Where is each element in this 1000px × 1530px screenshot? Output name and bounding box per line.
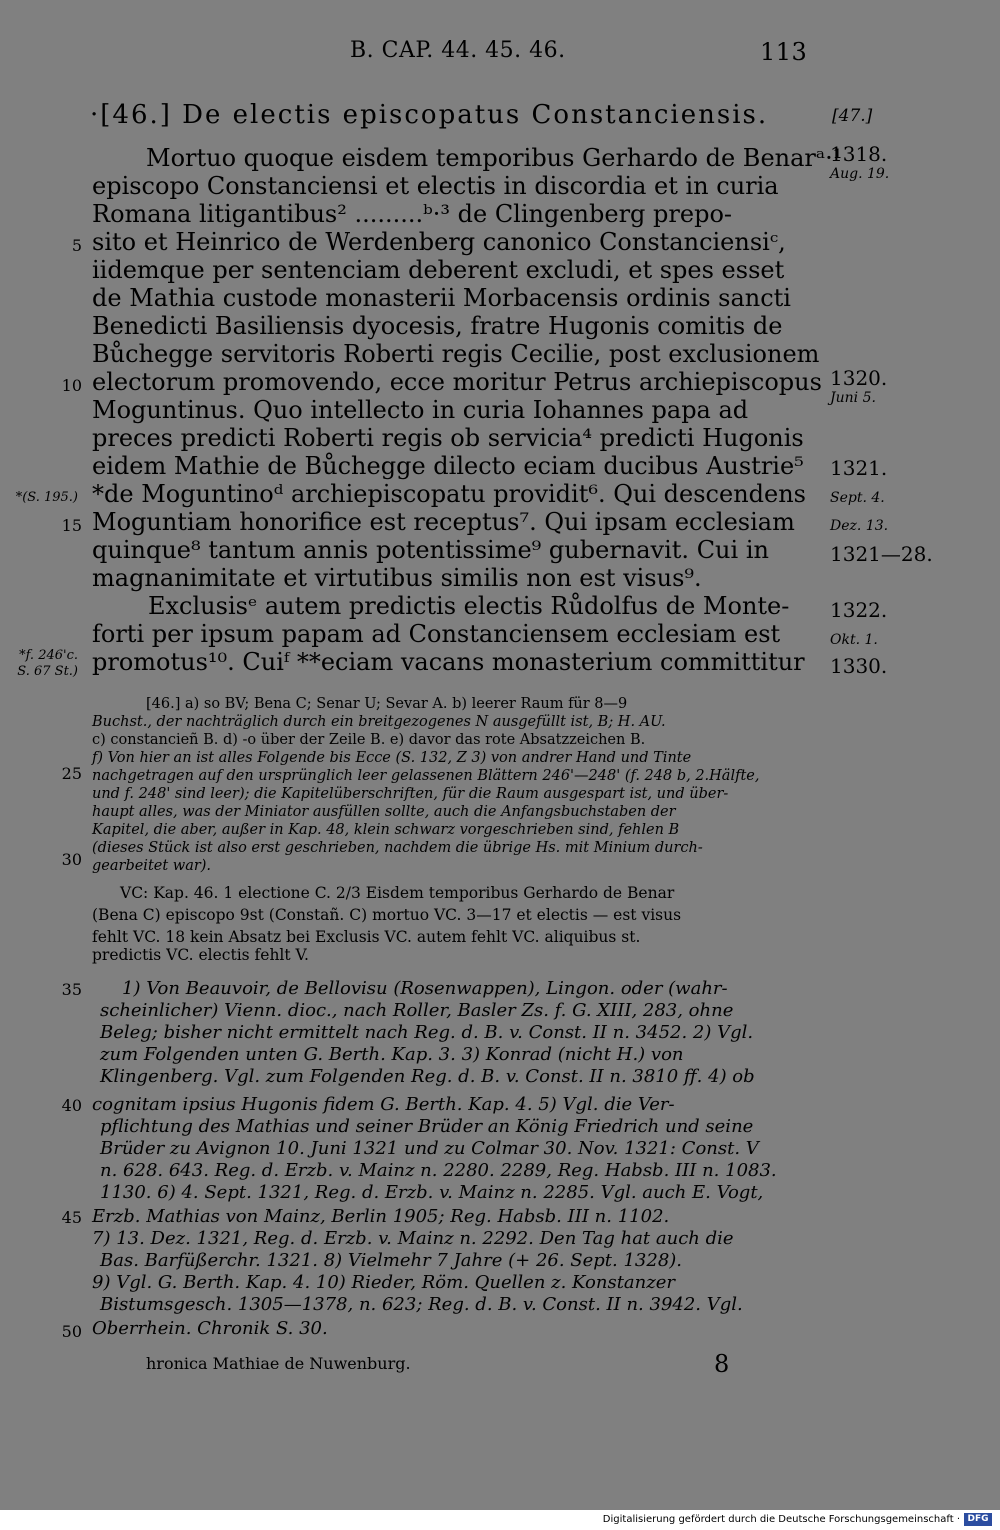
margin-date: 1318. xyxy=(830,142,888,166)
apparatus-line: haupt alles, was der Miniator ausfüllen sollte, auch die Anfangsbuchstaben der xyxy=(92,804,676,820)
note-line: 1130. 6) 4. Sept. 1321, Reg. d. Erzb. v. Mainz n. 2285. Vgl. auch E. Vogt, xyxy=(100,1182,764,1203)
text-line: de Mathia custode monasterii Morbacensis ordinis sancti xyxy=(92,284,791,312)
note-line: Beleg; bisher nicht ermittelt nach Reg. d. B. v. Const. II n. 3452. 2) Vgl. xyxy=(100,1022,754,1043)
margin-reference: *f. 246'c. xyxy=(19,648,78,663)
note-line: Erzb. Mathias von Mainz, Berlin 1905; Reg. Habsb. III n. 1102. xyxy=(92,1206,670,1227)
note-line: cognitam ipsius Hugonis fidem G. Berth. Kap. 4. 5) Vgl. die Ver- xyxy=(92,1094,675,1115)
signature-number: 8 xyxy=(714,1350,730,1378)
apparatus-line: Buchst., der nachträglich durch ein breitgezogenes N ausgefüllt ist, B; H. AU. xyxy=(92,714,666,730)
footer-text: Digitalisierung gefördert durch die Deutsche Forschungsgemeinschaft · xyxy=(602,1514,960,1525)
note-line: 1) Von Beauvoir, de Bellovisu (Rosenwappen), Lingon. oder (wahr- xyxy=(122,978,728,999)
signature-text: hronica Mathiae de Nuwenburg. xyxy=(146,1354,411,1373)
apparatus-line: Kapitel, die aber, außer in Kap. 48, klein schwarz vorgeschrieben sind, fehlen B xyxy=(92,822,680,838)
margin-date: 1320. xyxy=(830,366,888,390)
page-number: 113 xyxy=(760,38,808,66)
text-line: Exclusisᵉ autem predictis electis Růdolfus de Monte- xyxy=(148,592,790,620)
text-line: preces predicti Roberti regis ob servicia⁴ predicti Hugonis xyxy=(92,424,804,452)
margin-date: Okt. 1. xyxy=(830,632,878,648)
note-line: Bas. Barfüßerchr. 1321. 8) Vielmehr 7 Jahre (+ 26. Sept. 1328). xyxy=(100,1250,683,1271)
note-line: Brüder zu Avignon 10. Juni 1321 und zu Colmar 30. Nov. 1321: Const. V xyxy=(100,1138,759,1159)
apparatus-line: (dieses Stück ist also erst geschrieben, nachdem die übrige Hs. mit Minium durch- xyxy=(92,840,703,856)
footer-bar xyxy=(0,1510,1000,1530)
note-line: zum Folgenden unten G. Berth. Kap. 3. 3) Konrad (nicht H.) von xyxy=(100,1044,684,1065)
text-line: forti per ipsum papam ad Constanciensem ecclesiam est xyxy=(92,620,781,648)
note-line: Oberrhein. Chronik S. 30. xyxy=(92,1318,328,1339)
variant-line: (Bena C) episcopo 9st (Constañ. C) mortuo VC. 3—17 et electis — est visus xyxy=(92,906,682,924)
note-line: pflichtung des Mathias und seiner Brüder an König Friedrich und seine xyxy=(100,1116,754,1137)
text-line: Moguntinus. Quo intellecto in curia Iohannes papa ad xyxy=(92,396,749,424)
variant-line: VC: Kap. 46. 1 electione C. 2/3 Eisdem temporibus Gerhardo de Benar xyxy=(120,884,675,902)
apparatus-line: [46.] a) so BV; Bena C; Senar U; Sevar A. b) leerer Raum für 8—9 xyxy=(146,696,628,712)
variant-line: predictis VC. electis fehlt V. xyxy=(92,946,309,964)
apparatus-line: gearbeitet war). xyxy=(92,858,212,874)
line-number: 40 xyxy=(61,1096,82,1115)
running-head: B. CAP. 44. 45. 46. xyxy=(350,38,566,63)
margin-date: Aug. 19. xyxy=(830,166,890,182)
apparatus-line: c) constancieñ B. d) -o über der Zeile B. e) davor das rote Absatzzeichen B. xyxy=(92,732,646,748)
section-label-right: [47.] xyxy=(832,106,873,126)
margin-reference: *(S. 195.) xyxy=(15,490,78,505)
note-line: Bistumsgesch. 1305—1378, n. 623; Reg. d. B. v. Const. II n. 3942. Vgl. xyxy=(100,1294,743,1315)
text-line: Moguntiam honorifice est receptus⁷. Qui ipsam ecclesiam xyxy=(92,508,795,536)
text-line: Romana litigantibus² .........ᵇ·³ de Clingenberg prepo- xyxy=(92,200,733,228)
margin-reference: S. 67 St.) xyxy=(17,664,78,679)
line-number: 45 xyxy=(61,1208,82,1227)
text-line: magnanimitate et virtutibus similis non est visus⁹. xyxy=(92,564,702,592)
text-line: Mortuo quoque eisdem temporibus Gerhardo de Benarᵃ·¹ xyxy=(146,144,843,172)
note-line: 9) Vgl. G. Berth. Kap. 4. 10) Rieder, Röm. Quellen z. Konstanzer xyxy=(92,1272,675,1293)
line-number: 15 xyxy=(61,516,82,535)
margin-date: Dez. 13. xyxy=(830,518,889,534)
text-line: promotus¹⁰. Cuiᶠ **eciam vacans monasterium committitur xyxy=(92,648,805,676)
note-line: Klingenberg. Vgl. zum Folgenden Reg. d. B. v. Const. II n. 3810 ff. 4) ob xyxy=(100,1066,755,1087)
line-number: 50 xyxy=(61,1322,82,1341)
margin-date: 1330. xyxy=(830,654,888,678)
dfg-logo-icon: DFG xyxy=(964,1513,992,1526)
text-line: Benedicti Basiliensis dyocesis, fratre Hugonis comitis de xyxy=(92,312,783,340)
text-line: quinque⁸ tantum annis potentissime⁹ gubernavit. Cui in xyxy=(92,536,769,564)
margin-date: 1321—28. xyxy=(830,542,933,566)
apparatus-line: und f. 248' sind leer); die Kapitelüberschriften, für die Raum ausgespart ist, und über- xyxy=(92,786,729,802)
apparatus-line: nachgetragen auf den ursprünglich leer gelassenen Blättern 246'—248' (f. 248 b, 2.Hälfte, xyxy=(92,768,760,784)
text-line: eidem Mathie de Bůchegge dilecto eciam ducibus Austrie⁵ xyxy=(92,452,804,480)
text-line: sito et Heinrico de Werdenberg canonico Constanciensiᶜ, xyxy=(92,228,786,256)
note-line: n. 628. 643. Reg. d. Erzb. v. Mainz n. 2280. 2289, Reg. Habsb. III n. 1083. xyxy=(100,1160,777,1181)
text-line: iidemque per sentenciam deberent excludi, et spes esset xyxy=(92,256,785,284)
line-number: 10 xyxy=(61,376,82,395)
text-line: electorum promovendo, ecce moritur Petrus archiepiscopus xyxy=(92,368,822,396)
line-number: 30 xyxy=(61,850,82,869)
chapter-title: ·[46.] De electis episcopatus Constanciensis. xyxy=(90,100,769,130)
text-line: *de Moguntinoᵈ archiepiscopatu providit⁶. Qui descendens xyxy=(92,480,806,508)
margin-date: Sept. 4. xyxy=(830,490,885,506)
apparatus-line: f) Von hier an ist alles Folgende bis Ecce (S. 132, Z 3) von andrer Hand und Tinte xyxy=(92,750,692,766)
line-number: 25 xyxy=(61,764,82,783)
line-number: 5 xyxy=(71,236,82,255)
note-line: scheinlicher) Vienn. dioc., nach Roller, Basler Zs. f. G. XIII, 283, ohne xyxy=(100,1000,734,1021)
variant-line: fehlt VC. 18 kein Absatz bei Exclusis VC. autem fehlt VC. aliquibus st. xyxy=(92,928,641,946)
note-line: 7) 13. Dez. 1321, Reg. d. Erzb. v. Mainz n. 2292. Den Tag hat auch die xyxy=(92,1228,734,1249)
text-line: episcopo Constanciensi et electis in discordia et in curia xyxy=(92,172,779,200)
margin-date: 1322. xyxy=(830,598,888,622)
margin-date: Juni 5. xyxy=(830,390,876,406)
text-line: Bůchegge servitoris Roberti regis Cecilie, post exclusionem xyxy=(92,340,820,368)
line-number: 35 xyxy=(61,980,82,999)
margin-date: 1321. xyxy=(830,456,888,480)
